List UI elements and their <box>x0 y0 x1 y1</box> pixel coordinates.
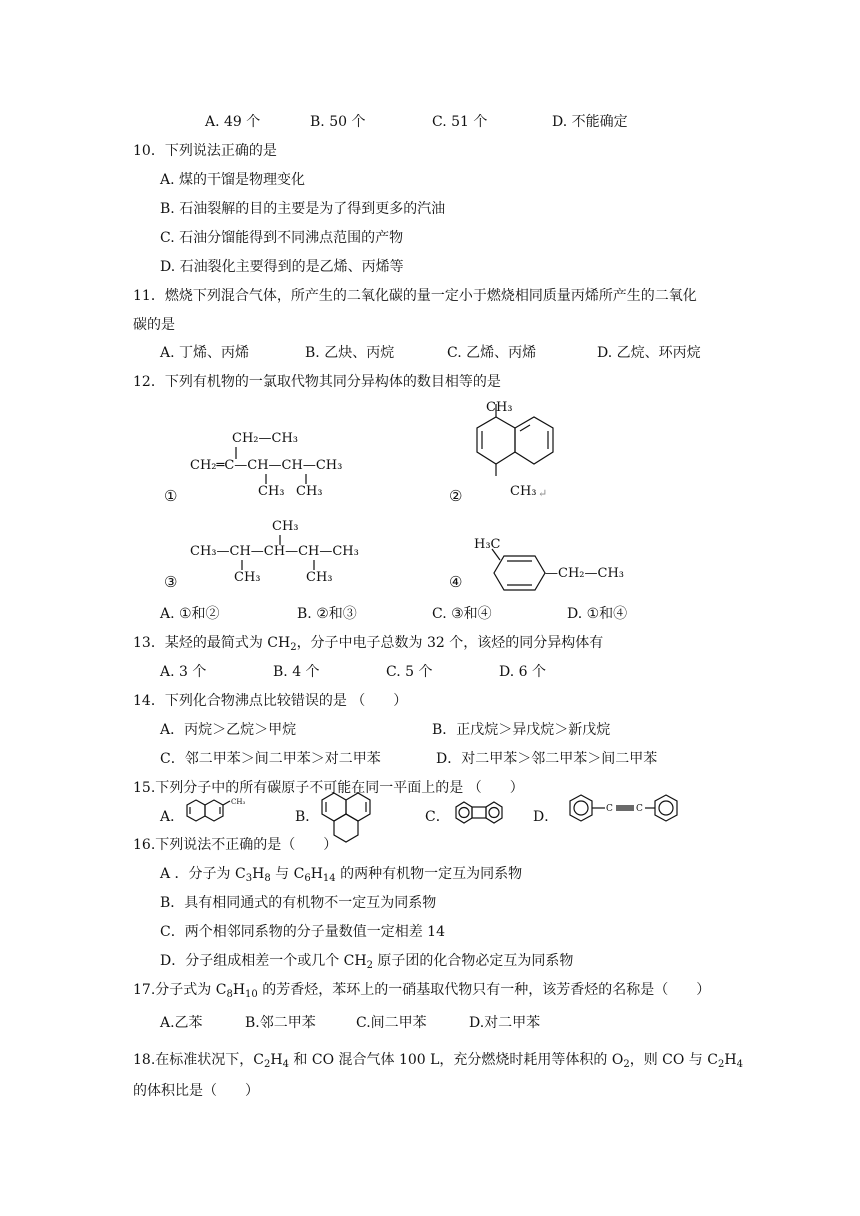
s2-bottom-ch3: CH₃ <box>510 484 537 499</box>
q18-m2: 和 CO 混合气体 100 L，充分燃烧时耗用等体积的 O <box>288 1052 624 1068</box>
q10-option-c: C. 石油分馏能得到不同沸点范围的产物 <box>160 230 404 246</box>
q11-option-c: C. 乙烯、丙烯 <box>447 345 537 361</box>
q16-option-b: B．具有相同通式的有机物不一定互为同系物 <box>160 895 437 911</box>
q16-option-d <box>160 952 573 970</box>
return-mark: ↵ <box>538 487 548 500</box>
q10-option-b: B. 石油裂解的目的主要是为了得到更多的汽油 <box>160 201 446 217</box>
q18-m3: ，则 CO 与 C <box>629 1052 718 1068</box>
q16a-m1: H <box>252 866 265 882</box>
q17-stem-a: 17.分子式为 C <box>133 982 227 998</box>
q18-a: 18.在标准状况下，C <box>133 1052 264 1068</box>
s3-main-chain: CH₃—CH—CH—CH—CH₃ <box>190 544 359 559</box>
q14-option-b: B．正戊烷＞异戊烷＞新戊烷 <box>432 722 611 738</box>
s3-branch-1: CH₃ <box>234 570 261 585</box>
q16a-s2: 8 <box>264 873 271 884</box>
q15-letter-b: B． <box>295 809 320 825</box>
q15-a-ch3-label: CH₃ <box>231 798 246 806</box>
q12-option-c: C. ③和④ <box>432 606 492 622</box>
q15-letter-d: D． <box>533 809 559 825</box>
q17-stem-m: H <box>232 982 246 998</box>
q16d-s1: 2 <box>366 960 373 971</box>
q17-option-d: D.对二甲苯 <box>469 1015 541 1031</box>
label-4: ④ <box>449 573 463 591</box>
q17-option-c: C.间二甲苯 <box>356 1015 427 1031</box>
q15-b-structure <box>322 793 370 842</box>
q13-sub: 2 <box>290 642 297 653</box>
q18-line2: 的体积比是（ ） <box>133 1083 259 1099</box>
q10-option-d: D. 石油裂化主要得到的是乙烯、丙烯等 <box>160 259 404 275</box>
q9-option-a: A. 49 个 <box>205 114 261 130</box>
q13-option-c: C. 5 个 <box>386 664 433 680</box>
q15-stem: 15.下列分子中的所有碳原子不可能在同一平面上的是 （ ） <box>133 780 524 796</box>
q14-option-a: A．丙烷＞乙烷＞甲烷 <box>160 722 297 738</box>
q16d-post: 原子团的化合物必定互为同系物 <box>372 953 574 969</box>
q14-option-d: D．对二甲苯＞邻二甲苯＞间二甲苯 <box>436 751 658 767</box>
q11-option-a: A. 丁烯、丙烯 <box>160 345 250 361</box>
label-3: ③ <box>164 573 178 591</box>
q12-option-d: D. ①和④ <box>567 606 628 622</box>
q10-stem: 10．下列说法正确的是 <box>133 143 277 159</box>
q16d-pre: D．分子组成相差一个或几个 CH <box>160 953 367 969</box>
q17-option-b: B.邻二甲苯 <box>245 1015 316 1031</box>
q11-option-d: D. 乙烷、环丙烷 <box>597 345 701 361</box>
q15-letter-a: A． <box>160 809 185 825</box>
q9-option-c: C. 51 个 <box>432 114 488 130</box>
q18-m4: H <box>724 1052 737 1068</box>
q15-d-diphenylacetylene <box>570 795 677 821</box>
q9-option-d: D. 不能确定 <box>552 114 628 130</box>
q17-s1: 8 <box>226 989 233 1000</box>
q14-stem: 14．下列化合物沸点比较错误的是 （ ） <box>133 693 408 709</box>
label-1: ① <box>164 487 178 505</box>
q15-a-methylnaphthalene <box>187 800 230 821</box>
q14-option-c: C．邻二甲苯＞间二甲苯＞对二甲苯 <box>160 751 381 767</box>
q12-option-b: B. ②和③ <box>297 606 357 622</box>
q10-option-a: A. 煤的干馏是物理变化 <box>160 172 306 188</box>
q16a-post: 的两种有机物一定互为同系物 <box>335 866 523 882</box>
q17-stem <box>133 981 710 999</box>
q11-stem-line1: 11．燃烧下列混合气体，所产生的二氧化碳的量一定小于燃烧相同质量丙烯所产生的二氧化 <box>133 288 697 304</box>
s2-top-ch3: CH₃ <box>486 400 513 415</box>
q13-option-b: B. 4 个 <box>273 664 320 680</box>
q15-d-c1: C <box>606 804 613 814</box>
q9-option-b: B. 50 个 <box>310 114 366 130</box>
q17-option-a: A.乙苯 <box>160 1015 203 1031</box>
q16a-s1: 3 <box>245 873 253 884</box>
q16a-m3: H <box>310 866 323 882</box>
q13-stem-b: ，分子中电子总数为 32 个，该烃的同分异构体有 <box>296 635 604 651</box>
q18-line1 <box>133 1051 743 1069</box>
s1-branch-1: CH₃ <box>258 484 285 499</box>
q13-option-a: A. 3 个 <box>160 664 207 680</box>
q11-stem-line2: 碳的是 <box>133 317 175 333</box>
q16a-pre: A ．分子为 C <box>160 866 246 882</box>
q17-s2: 10 <box>245 989 258 1000</box>
q16a-m2: 与 C <box>270 866 305 882</box>
q12-stem: 12．下列有机物的一氯取代物其同分异构体的数目相等的是 <box>133 374 501 390</box>
q18-s2: 4 <box>282 1059 289 1070</box>
q16a-s3: 6 <box>304 873 311 884</box>
q16-stem: 16.下列说法不正确的是（ ） <box>133 837 338 853</box>
q12-option-a: A. ①和② <box>160 606 220 622</box>
s3-branch-2: CH₃ <box>306 570 333 585</box>
s4-h3c: H₃C <box>474 537 501 552</box>
q15-c-biphenylene <box>456 802 502 823</box>
q18-s4: 2 <box>717 1059 725 1070</box>
q13-stem-a: 13．某烃的最简式为 CH <box>133 635 291 651</box>
q13-option-d: D. 6 个 <box>499 664 546 680</box>
s3-top-group: CH₃ <box>272 519 299 534</box>
s1-top-group: CH₂—CH₃ <box>232 431 298 446</box>
q18-s3: 2 <box>623 1059 630 1070</box>
q17-stem-b: 的芳香烃，苯环上的一硝基取代物只有一种，该芳香烃的名称是（ ） <box>257 982 711 998</box>
q16-option-c: C．两个相邻同系物的分子量数值一定相差 14 <box>160 924 445 940</box>
q18-s5: 4 <box>736 1059 743 1070</box>
q11-option-b: B. 乙炔、丙烷 <box>305 345 395 361</box>
label-2: ② <box>449 487 463 505</box>
s1-main-chain: CH₂═C—CH—CH—CH₃ <box>190 458 343 473</box>
q18-s1: 2 <box>263 1059 271 1070</box>
q16-option-a <box>160 865 522 883</box>
q15-letter-c: C． <box>425 809 450 825</box>
q18-m1: H <box>270 1052 283 1068</box>
q16a-s4: 14 <box>322 873 336 884</box>
s4-ethyl: —CH₂—CH₃ <box>545 566 624 581</box>
s1-branch-2: CH₃ <box>296 484 323 499</box>
q15-d-c2: C <box>636 804 643 814</box>
